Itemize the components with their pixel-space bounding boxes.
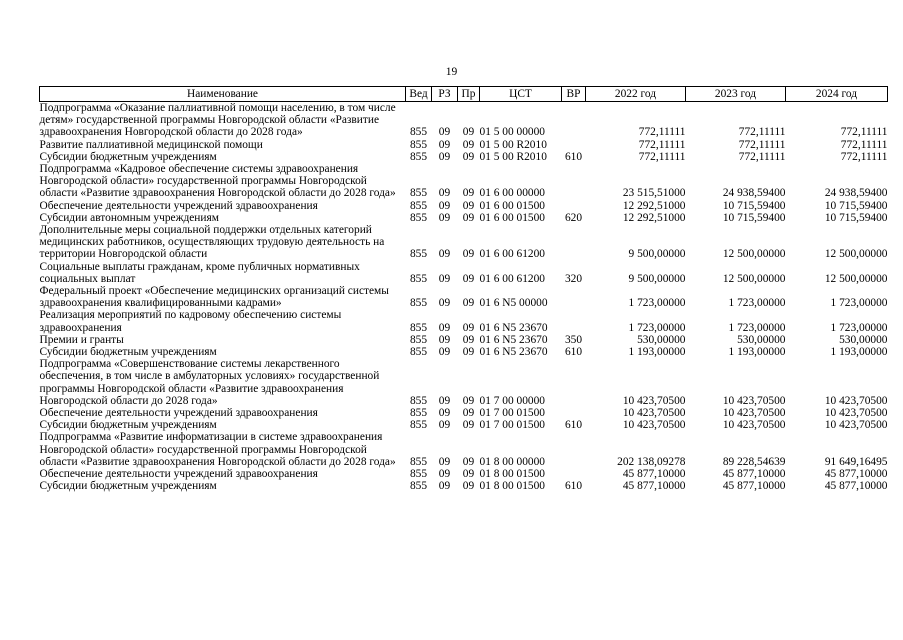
cell-2022: 12 292,51000 (622, 199, 686, 212)
cell-2024: 530,00000 (839, 333, 888, 346)
cell-name: Обеспечение деятельности учреждений здравоохранения (39, 407, 318, 420)
cell-vr (562, 358, 586, 407)
cell-name: Субсидии бюджетным учреждениям (39, 346, 217, 359)
cell-rz: 09 (438, 150, 451, 163)
cell-name: Подпрограмма «Кадровое обеспечение системы здравоохранения Новгородской области» государственной программы Новгородской области «Развитие здравоохранения Новгородской области до 2028 года» (39, 163, 396, 200)
cell-vr (562, 309, 586, 333)
cell-cst: 01 8 00 01500 (479, 468, 545, 481)
header-rz: РЗ (432, 87, 458, 102)
cell-name: Развитие паллиативной медицинской помощи (39, 138, 263, 151)
cell-2024: 1 723,00000 (830, 321, 888, 334)
cell-pr: 09 (462, 248, 475, 261)
cell-2024: 91 649,16495 (824, 455, 888, 468)
cell-2024: 45 877,10000 (824, 468, 888, 481)
cell-2022: 12 292,51000 (622, 211, 686, 224)
cell-2023: 12 500,00000 (722, 272, 786, 285)
budget-table (39, 86, 888, 493)
cell-pr: 09 (462, 455, 475, 468)
header-pr: Пр (458, 87, 480, 102)
cell-cst: 01 7 00 00000 (479, 394, 545, 407)
cell-2023: 530,00000 (737, 333, 786, 346)
cell-pr: 09 (462, 333, 475, 346)
table-row (40, 358, 888, 407)
cell-vr (562, 102, 586, 139)
cell-ved: 855 (409, 297, 428, 310)
table-body (40, 102, 888, 493)
cell-2022: 45 877,10000 (622, 480, 686, 493)
cell-cst: 01 7 00 01500 (479, 407, 545, 420)
cell-2023: 10 423,70500 (722, 419, 786, 432)
cell-vr (562, 431, 586, 468)
table-header-row (40, 87, 888, 102)
cell-rz: 09 (438, 126, 451, 139)
table-row (40, 163, 888, 200)
cell-name: Реализация мероприятий по кадровому обеспечению системы здравоохранения (39, 309, 342, 334)
cell-ved: 855 (409, 126, 428, 139)
cell-2024: 24 938,59400 (824, 187, 888, 200)
cell-ved: 855 (409, 272, 428, 285)
cell-2022: 202 138,09278 (617, 455, 686, 468)
cell-rz: 09 (438, 394, 451, 407)
cell-vr (562, 139, 586, 151)
cell-2023: 772,11111 (738, 150, 786, 163)
cell-cst: 01 6 N5 00000 (479, 297, 548, 310)
cell-pr: 09 (462, 126, 475, 139)
cell-cst: 01 6 00 01500 (479, 199, 545, 212)
cell-2023: 772,11111 (738, 126, 786, 139)
cell-2024: 10 423,70500 (824, 419, 888, 432)
table-row (40, 346, 888, 358)
header-name: Наименование (40, 87, 406, 102)
cell-2024: 772,11111 (840, 126, 888, 139)
cell-ved: 855 (409, 211, 428, 224)
cell-pr: 09 (462, 199, 475, 212)
cell-2023: 772,11111 (738, 138, 786, 151)
cell-2024: 772,11111 (840, 150, 888, 163)
cell-cst: 01 8 00 01500 (479, 480, 545, 493)
cell-ved: 855 (409, 248, 428, 261)
table-row (40, 419, 888, 431)
cell-2022: 10 423,70500 (622, 419, 686, 432)
cell-pr: 09 (462, 407, 475, 420)
cell-name: Субсидии бюджетным учреждениям (39, 419, 217, 432)
cell-rz: 09 (438, 272, 451, 285)
cell-2024: 10 715,59400 (824, 211, 888, 224)
cell-rz: 09 (438, 346, 451, 359)
cell-rz: 09 (438, 480, 451, 493)
cell-ved: 855 (409, 150, 428, 163)
table-row (40, 139, 888, 151)
cell-rz: 09 (438, 199, 451, 212)
cell-cst: 01 5 00 R2010 (479, 150, 547, 163)
cell-2022: 772,11111 (638, 150, 686, 163)
cell-2022: 10 423,70500 (622, 407, 686, 420)
cell-2024: 45 877,10000 (824, 480, 888, 493)
cell-vr (562, 200, 586, 212)
cell-rz: 09 (438, 297, 451, 310)
cell-vr: 610 (564, 150, 583, 163)
header-2023: 2023 год (686, 87, 786, 102)
cell-pr: 09 (462, 272, 475, 285)
page-number: 19 (445, 66, 458, 78)
cell-2022: 1 193,00000 (628, 346, 686, 359)
cell-vr (562, 407, 586, 419)
cell-name: Федеральный проект «Обеспечение медицинских организаций системы здравоохранения квалифицированными кадрами» (39, 285, 389, 310)
cell-pr: 09 (462, 297, 475, 310)
cell-ved: 855 (409, 419, 428, 432)
cell-rz: 09 (438, 468, 451, 481)
table-row (40, 212, 888, 224)
cell-pr: 09 (462, 187, 475, 200)
table-row (40, 480, 888, 492)
cell-pr: 09 (462, 346, 475, 359)
cell-name: Премии и гранты (39, 333, 124, 346)
cell-vr (562, 224, 586, 261)
cell-rz: 09 (438, 419, 451, 432)
cell-cst: 01 6 00 61200 (479, 272, 545, 285)
cell-cst: 01 6 N5 23670 (479, 333, 548, 346)
cell-2023: 12 500,00000 (722, 248, 786, 261)
cell-ved: 855 (409, 333, 428, 346)
cell-name: Субсидии автономным учреждениям (39, 211, 219, 224)
cell-pr: 09 (462, 321, 475, 334)
cell-2024: 10 423,70500 (824, 407, 888, 420)
table-row (40, 309, 888, 333)
cell-rz: 09 (438, 187, 451, 200)
cell-2023: 1 723,00000 (728, 297, 786, 310)
cell-ved: 855 (409, 346, 428, 359)
table-row (40, 468, 888, 480)
cell-2022: 530,00000 (637, 333, 686, 346)
cell-ved: 855 (409, 199, 428, 212)
cell-name: Обеспечение деятельности учреждений здравоохранения (39, 199, 318, 212)
cell-rz: 09 (438, 333, 451, 346)
cell-rz: 09 (438, 211, 451, 224)
cell-ved: 855 (409, 187, 428, 200)
cell-2023: 10 423,70500 (722, 407, 786, 420)
cell-vr: 320 (564, 272, 583, 285)
table-row (40, 285, 888, 309)
cell-vr: 620 (564, 211, 583, 224)
cell-2022: 9 500,00000 (628, 248, 686, 261)
header-2022: 2022 год (586, 87, 686, 102)
cell-2023: 45 877,10000 (722, 468, 786, 481)
cell-name: Подпрограмма «Оказание паллиативной помощи населению, в том числе детям» государственной программы Новгородской области «Развитие здравоохранения Новгородской области до 2028 года» (39, 102, 396, 139)
cell-ved: 855 (409, 480, 428, 493)
table-row (40, 431, 888, 468)
cell-2022: 45 877,10000 (622, 468, 686, 481)
cell-rz: 09 (438, 455, 451, 468)
cell-pr: 09 (462, 394, 475, 407)
cell-cst: 01 6 00 01500 (479, 211, 545, 224)
cell-ved: 855 (409, 394, 428, 407)
cell-pr: 09 (462, 468, 475, 481)
cell-2024: 12 500,00000 (824, 272, 888, 285)
cell-name: Дополнительные меры социальной поддержки отдельных категорий медицинских работников, осуществляющих трудовую деятельность на территории Новгородской области (39, 224, 385, 261)
cell-2023: 24 938,59400 (722, 187, 786, 200)
cell-pr: 09 (462, 138, 475, 151)
cell-cst: 01 5 00 00000 (479, 126, 545, 139)
cell-vr (562, 285, 586, 309)
cell-pr: 09 (462, 150, 475, 163)
cell-cst: 01 6 00 00000 (479, 187, 545, 200)
cell-vr: 610 (564, 346, 583, 359)
cell-ved: 855 (409, 455, 428, 468)
cell-2022: 772,11111 (638, 138, 686, 151)
cell-cst: 01 7 00 01500 (479, 419, 545, 432)
cell-2022: 9 500,00000 (628, 272, 686, 285)
cell-cst: 01 6 00 61200 (479, 248, 545, 261)
cell-2024: 12 500,00000 (824, 248, 888, 261)
cell-pr: 09 (462, 419, 475, 432)
cell-2023: 1 193,00000 (728, 346, 786, 359)
cell-2023: 45 877,10000 (722, 480, 786, 493)
cell-vr (562, 468, 586, 480)
cell-vr: 610 (564, 419, 583, 432)
cell-2024: 10 715,59400 (824, 199, 888, 212)
cell-2022: 1 723,00000 (628, 321, 686, 334)
cell-name: Социальные выплаты гражданам, кроме публичных нормативных социальных выплат (39, 260, 360, 285)
header-cst: ЦСТ (480, 87, 562, 102)
cell-2022: 23 515,51000 (622, 187, 686, 200)
table-row (40, 261, 888, 285)
cell-name: Подпрограмма «Совершенствование системы лекарственного обеспечения, в том числе в амбулаторных условиях» государственной программы Новгородской области «Развитие здравоохранения Новгородской области до 2028 года» (39, 358, 380, 407)
cell-name: Обеспечение деятельности учреждений здравоохранения (39, 468, 318, 481)
cell-name: Субсидии бюджетным учреждениям (39, 480, 217, 493)
table-row (40, 151, 888, 163)
cell-2023: 10 715,59400 (722, 211, 786, 224)
table-row (40, 224, 888, 261)
cell-vr: 350 (564, 333, 583, 346)
cell-2022: 772,11111 (638, 126, 686, 139)
cell-2024: 1 193,00000 (830, 346, 888, 359)
cell-cst: 01 8 00 00000 (479, 455, 545, 468)
cell-rz: 09 (438, 321, 451, 334)
table-row (40, 334, 888, 346)
header-vr: ВР (562, 87, 586, 102)
cell-ved: 855 (409, 321, 428, 334)
cell-ved: 855 (409, 407, 428, 420)
header-ved: Вед (406, 87, 432, 102)
cell-name: Субсидии бюджетным учреждениям (39, 150, 217, 163)
table-row (40, 200, 888, 212)
cell-pr: 09 (462, 480, 475, 493)
cell-name: Подпрограмма «Развитие информатизации в системе здравоохранения Новгородской области» государственной программы Новгородской области «Развитие здравоохранения Новгородской области до 2028 года» (39, 431, 396, 468)
cell-2023: 10 423,70500 (722, 394, 786, 407)
cell-2023: 10 715,59400 (722, 199, 786, 212)
cell-2022: 1 723,00000 (628, 297, 686, 310)
table-row (40, 407, 888, 419)
cell-cst: 01 5 00 R2010 (479, 138, 547, 151)
cell-2024: 10 423,70500 (824, 394, 888, 407)
cell-2024: 1 723,00000 (830, 297, 888, 310)
cell-vr (562, 163, 586, 200)
cell-2023: 1 723,00000 (728, 321, 786, 334)
cell-ved: 855 (409, 138, 428, 151)
cell-vr: 610 (564, 480, 583, 493)
cell-rz: 09 (438, 138, 451, 151)
cell-ved: 855 (409, 468, 428, 481)
table-row (40, 102, 888, 139)
cell-2022: 10 423,70500 (622, 394, 686, 407)
header-2024: 2024 год (786, 87, 888, 102)
cell-2023: 89 228,54639 (722, 455, 786, 468)
cell-pr: 09 (462, 211, 475, 224)
cell-rz: 09 (438, 407, 451, 420)
cell-rz: 09 (438, 248, 451, 261)
cell-cst: 01 6 N5 23670 (479, 321, 548, 334)
cell-2024: 772,11111 (840, 138, 888, 151)
cell-cst: 01 6 N5 23670 (479, 346, 548, 359)
